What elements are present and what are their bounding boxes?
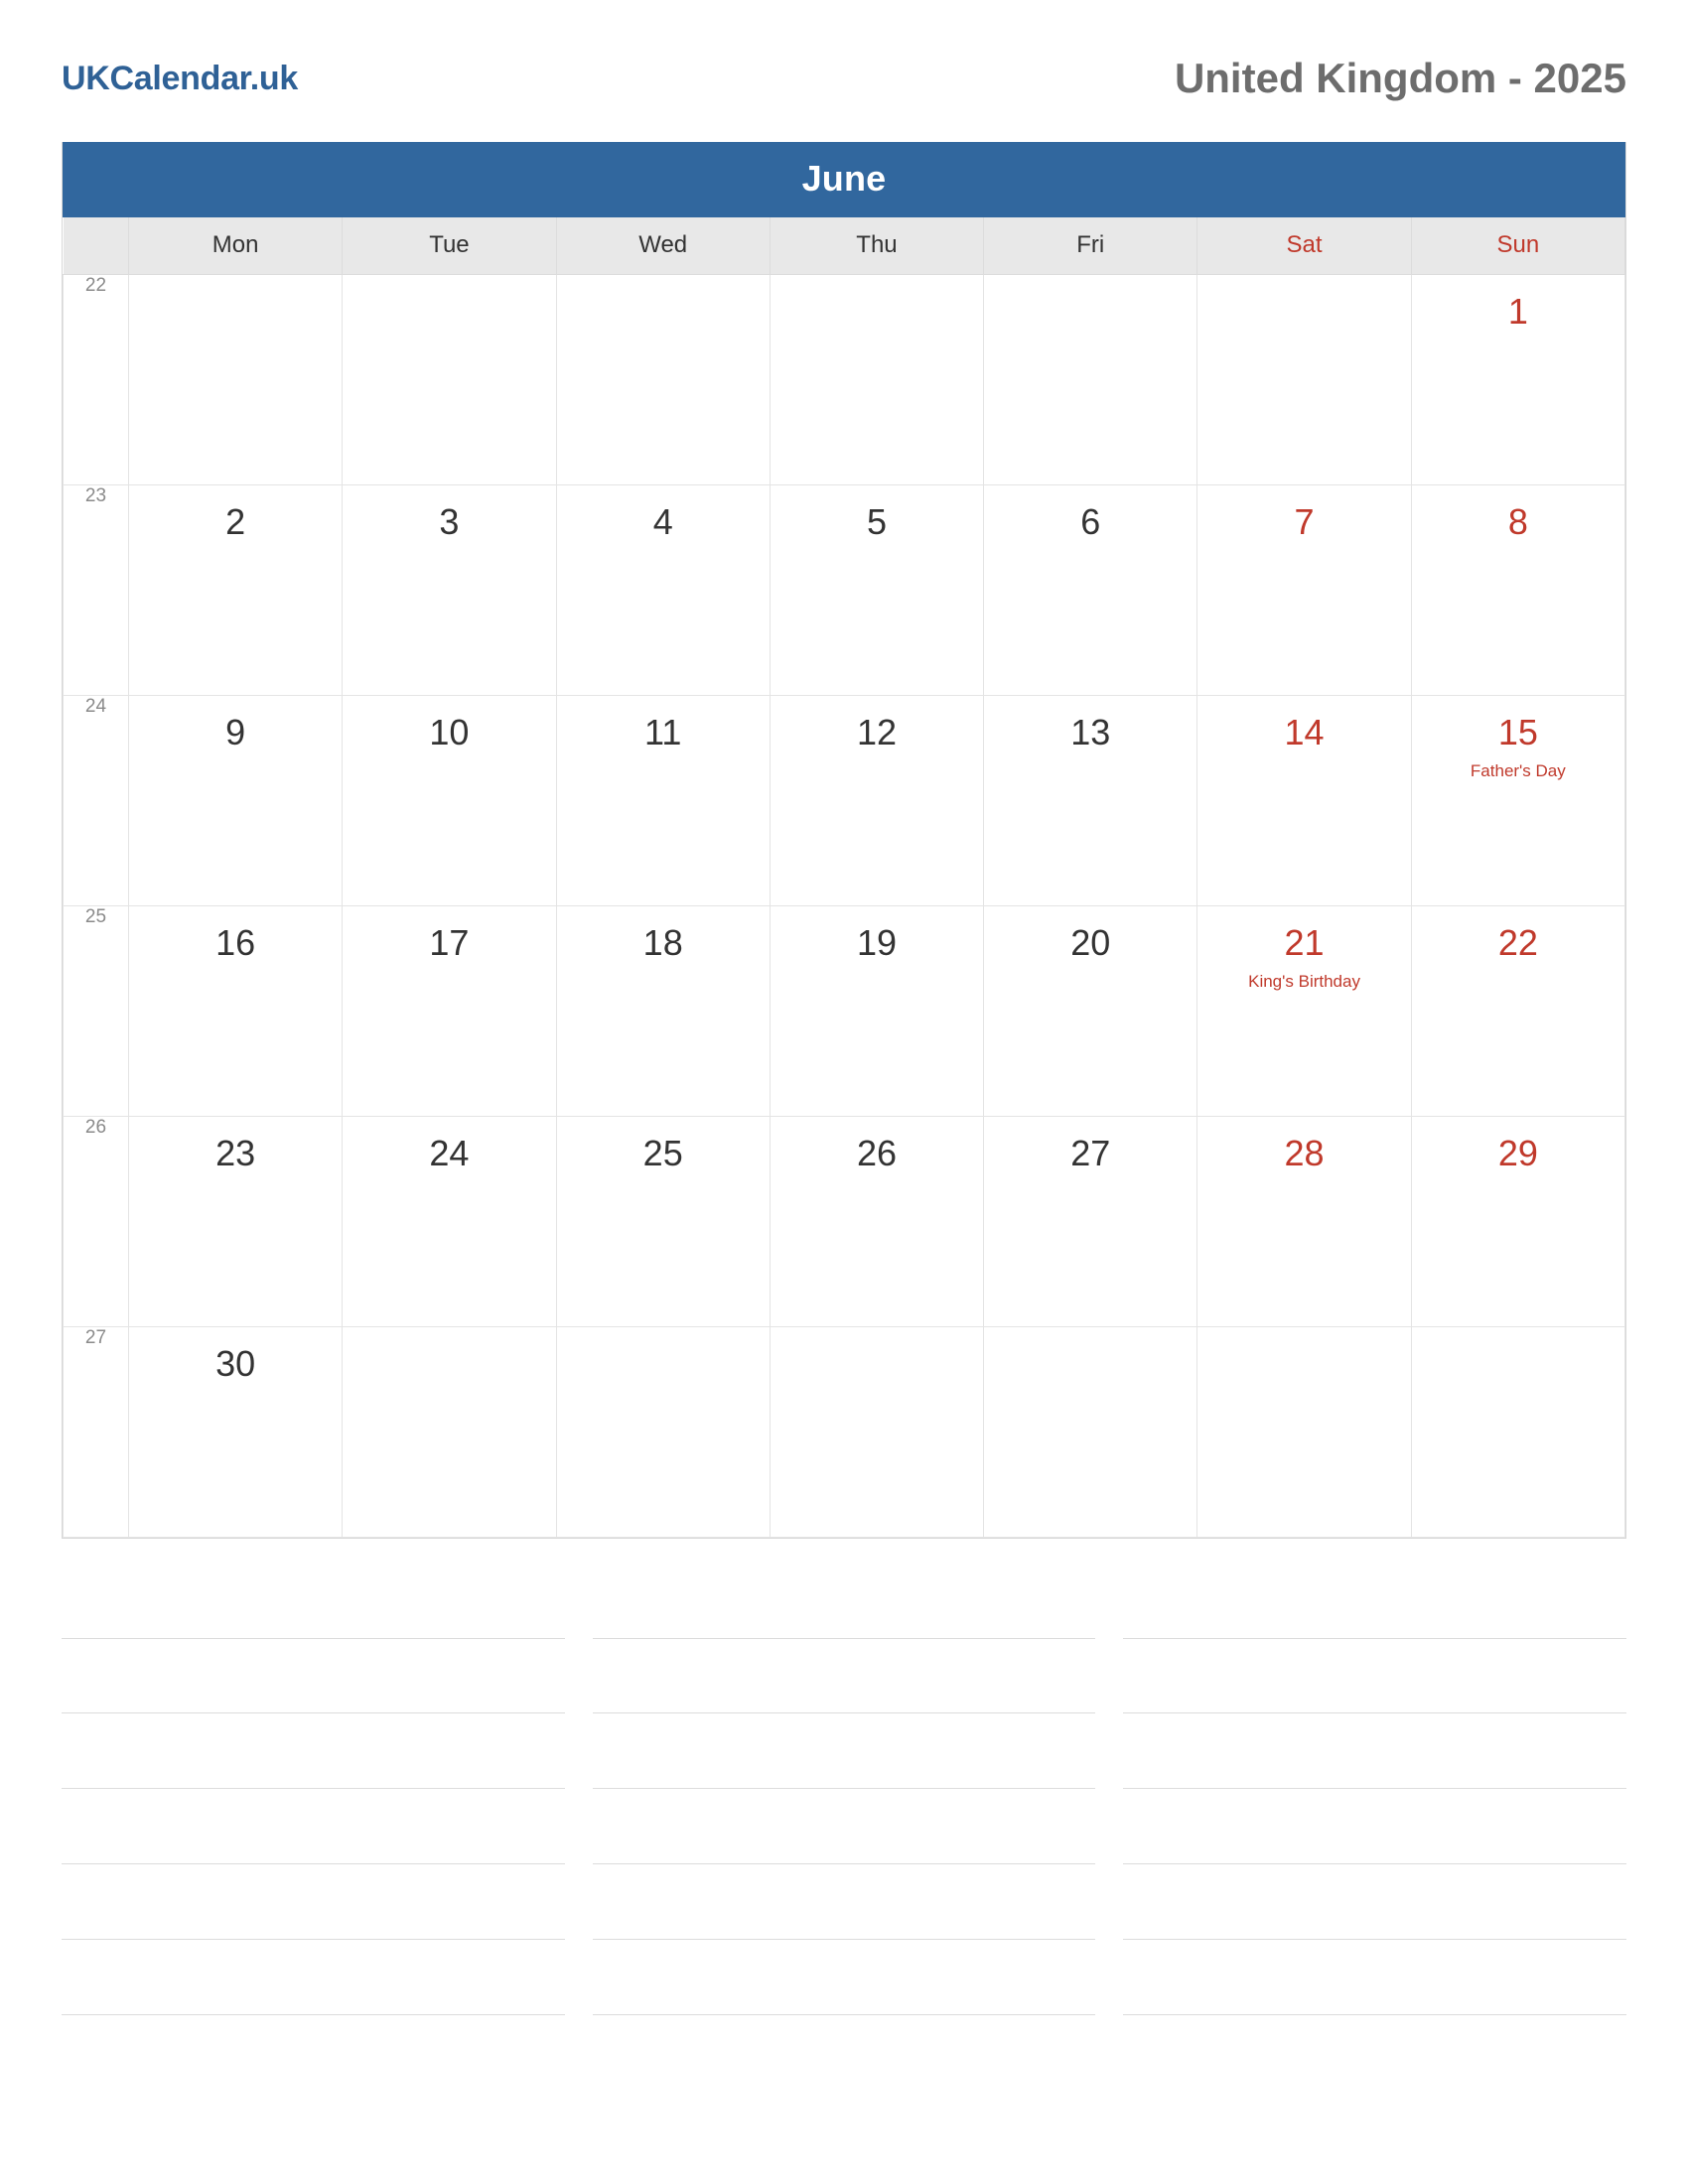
day-cell[interactable]: [556, 906, 770, 1117]
day-cell[interactable]: [770, 275, 983, 485]
day-number: 5: [866, 501, 887, 542]
day-cell[interactable]: [984, 485, 1197, 696]
day-cell[interactable]: [1197, 1117, 1411, 1327]
month-title: June: [63, 142, 1625, 217]
day-event: [1412, 541, 1624, 551]
day-cell[interactable]: [770, 1117, 983, 1327]
notes-area: [62, 1638, 1626, 2015]
weekday-header-tue: Tue: [343, 217, 556, 275]
day-number: 21: [1284, 922, 1325, 963]
calendar-body: [64, 275, 1625, 1538]
day-event: [771, 1345, 983, 1355]
day-cell[interactable]: [343, 1117, 556, 1327]
day-cell[interactable]: [770, 1327, 983, 1538]
weekday-header-sat: Sat: [1197, 217, 1411, 275]
day-event: [557, 293, 770, 303]
day-event: [129, 293, 342, 303]
calendar-week-row: [64, 1117, 1625, 1327]
note-line[interactable]: [593, 1940, 1096, 2015]
day-cell[interactable]: [984, 1117, 1197, 1327]
day-cell[interactable]: [1411, 906, 1624, 1117]
day-number: 18: [642, 922, 683, 963]
calendar-header-row: [64, 217, 1625, 275]
day-cell[interactable]: [1197, 696, 1411, 906]
day-event: [984, 1345, 1196, 1355]
week-number: 27: [64, 1327, 129, 1538]
day-cell[interactable]: [1411, 1327, 1624, 1538]
note-line[interactable]: [593, 1789, 1096, 1864]
day-event: [343, 751, 555, 761]
day-number: 15: [1497, 712, 1538, 752]
day-cell[interactable]: [1197, 275, 1411, 485]
week-number: 23: [64, 485, 129, 696]
week-number-column-header: [64, 217, 129, 275]
day-event: [557, 962, 770, 972]
day-number: 24: [429, 1133, 470, 1173]
day-number: 25: [642, 1133, 683, 1173]
day-number: 11: [644, 712, 682, 752]
week-number: 26: [64, 1117, 129, 1327]
note-line[interactable]: [593, 1638, 1096, 1713]
day-event: [984, 751, 1196, 761]
day-cell[interactable]: [343, 275, 556, 485]
day-number: 26: [856, 1133, 897, 1173]
day-number: 6: [1080, 501, 1101, 542]
day-event: [129, 1172, 342, 1182]
day-number: 28: [1284, 1133, 1325, 1173]
calendar-week-row: [64, 485, 1625, 696]
day-number: 3: [439, 501, 460, 542]
day-event: [1412, 962, 1624, 972]
day-number: 4: [652, 501, 673, 542]
day-event: [771, 962, 983, 972]
note-line[interactable]: [1123, 1638, 1626, 1713]
day-number: 14: [1284, 712, 1325, 752]
day-cell[interactable]: [1197, 906, 1411, 1117]
calendar-table: [63, 217, 1625, 1538]
day-event: [1197, 541, 1410, 551]
note-line[interactable]: [62, 1940, 565, 2015]
day-cell[interactable]: [984, 1327, 1197, 1538]
day-cell[interactable]: [129, 485, 343, 696]
day-number: 12: [856, 712, 897, 752]
day-event: [557, 1345, 770, 1355]
notes-column-middle: [593, 1638, 1096, 2015]
note-line[interactable]: [62, 1713, 565, 1789]
day-event: [557, 1172, 770, 1182]
day-event: [343, 541, 555, 551]
day-event: [1412, 1345, 1624, 1355]
day-cell[interactable]: [1411, 1117, 1624, 1327]
calendar-week-row: [64, 696, 1625, 906]
notes-column-right: [1123, 1638, 1626, 2015]
day-cell[interactable]: [1197, 1327, 1411, 1538]
weekday-header-thu: Thu: [770, 217, 983, 275]
note-line[interactable]: [62, 1789, 565, 1864]
day-event: [1197, 293, 1410, 303]
week-number: 25: [64, 906, 129, 1117]
day-event: [129, 1383, 342, 1393]
day-event: [771, 751, 983, 761]
note-line[interactable]: [62, 1864, 565, 1940]
day-cell[interactable]: [984, 906, 1197, 1117]
day-event: [984, 293, 1196, 303]
day-event: [771, 1172, 983, 1182]
page-header: [0, 0, 1688, 102]
day-cell[interactable]: [343, 485, 556, 696]
day-number: 27: [1070, 1133, 1111, 1173]
day-number: 17: [429, 922, 470, 963]
day-cell[interactable]: [343, 906, 556, 1117]
day-cell[interactable]: [129, 696, 343, 906]
day-number: 16: [215, 922, 256, 963]
day-cell[interactable]: [343, 696, 556, 906]
day-event: [129, 541, 342, 551]
day-event: [1197, 1172, 1410, 1182]
calendar-week-row: [64, 1327, 1625, 1538]
weekday-header-fri: Fri: [984, 217, 1197, 275]
day-event: [984, 1172, 1196, 1182]
page-title: United Kingdom - 2025: [1174, 55, 1626, 101]
day-cell[interactable]: [1411, 275, 1624, 485]
day-event: King's Birthday: [1248, 971, 1360, 991]
note-line[interactable]: [1123, 1864, 1626, 1940]
day-cell[interactable]: [770, 906, 983, 1117]
day-event: [557, 751, 770, 761]
note-line[interactable]: [62, 1638, 565, 1713]
day-cell[interactable]: [984, 275, 1197, 485]
day-event: [1412, 1172, 1624, 1182]
day-event: [984, 541, 1196, 551]
day-cell[interactable]: [1197, 485, 1411, 696]
day-event: [771, 541, 983, 551]
day-cell[interactable]: [556, 1117, 770, 1327]
site-logo-link[interactable]: UKCalendar.uk: [62, 59, 298, 97]
day-cell[interactable]: [129, 275, 343, 485]
day-event: Father's Day: [1470, 760, 1566, 780]
day-number: 10: [429, 712, 470, 752]
day-event: [343, 1345, 555, 1355]
day-number: 19: [856, 922, 897, 963]
day-cell[interactable]: [1411, 485, 1624, 696]
day-number: 22: [1497, 922, 1538, 963]
day-cell[interactable]: [556, 275, 770, 485]
day-number: 23: [215, 1133, 256, 1173]
day-event: [129, 751, 342, 761]
day-number: 20: [1070, 922, 1111, 963]
day-number: 1: [1507, 291, 1528, 332]
weekday-header-mon: Mon: [129, 217, 343, 275]
weekday-header-wed: Wed: [556, 217, 770, 275]
notes-column-left: [62, 1638, 565, 2015]
day-event: [1412, 331, 1624, 341]
day-cell[interactable]: [343, 1327, 556, 1538]
note-line[interactable]: [1123, 1789, 1626, 1864]
day-number: 2: [225, 501, 246, 542]
day-number: 8: [1507, 501, 1528, 542]
day-number: 9: [225, 712, 246, 752]
day-event: [343, 962, 555, 972]
day-cell[interactable]: [129, 1327, 343, 1538]
day-number: 29: [1497, 1133, 1538, 1173]
day-event: [1197, 751, 1410, 761]
day-event: [129, 962, 342, 972]
note-line[interactable]: [1123, 1940, 1626, 2015]
day-event: [343, 293, 555, 303]
calendar-container: [62, 142, 1626, 1539]
day-event: [984, 962, 1196, 972]
note-line[interactable]: [593, 1864, 1096, 1940]
calendar-week-row: [64, 275, 1625, 485]
note-line[interactable]: [593, 1713, 1096, 1789]
day-cell[interactable]: [129, 1117, 343, 1327]
weekday-header-sun: Sun: [1411, 217, 1624, 275]
day-event: [771, 293, 983, 303]
calendar-week-row: [64, 906, 1625, 1117]
day-cell[interactable]: [556, 696, 770, 906]
day-cell[interactable]: [770, 696, 983, 906]
day-cell[interactable]: [984, 696, 1197, 906]
day-number: 7: [1294, 501, 1315, 542]
day-event: [1197, 1345, 1410, 1355]
day-cell[interactable]: [556, 485, 770, 696]
day-cell[interactable]: [129, 906, 343, 1117]
day-event: [557, 541, 770, 551]
week-number: 22: [64, 275, 129, 485]
day-number: 30: [215, 1343, 256, 1384]
week-number: 24: [64, 696, 129, 906]
day-number: 13: [1070, 712, 1111, 752]
day-event: [343, 1172, 555, 1182]
day-cell[interactable]: [1411, 696, 1624, 906]
note-line[interactable]: [1123, 1713, 1626, 1789]
day-cell[interactable]: [770, 485, 983, 696]
day-cell[interactable]: [556, 1327, 770, 1538]
